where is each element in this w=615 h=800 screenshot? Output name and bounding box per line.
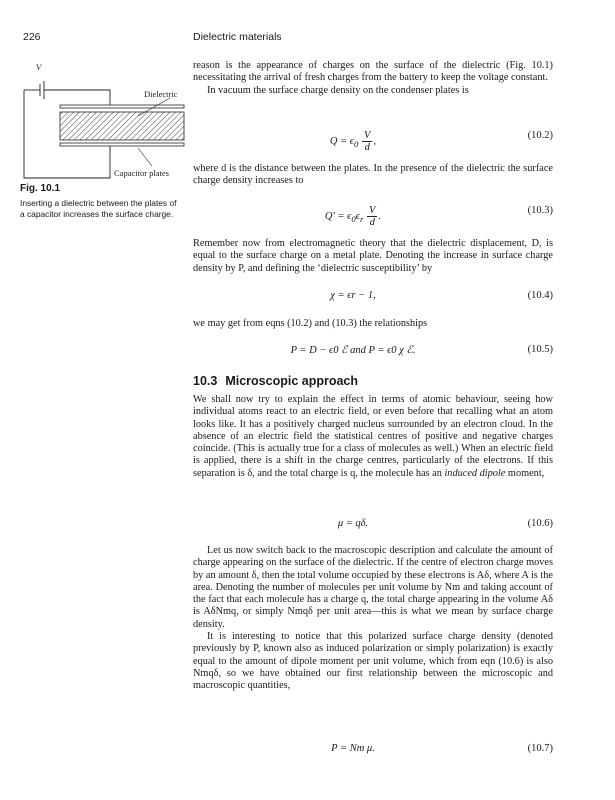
page-number: 226: [23, 31, 41, 43]
circuit-wire-top-right: [44, 90, 110, 105]
eq3-tail: .: [378, 210, 382, 222]
paragraph-6-block: [193, 394, 553, 480]
eq2-denominator: d: [364, 142, 370, 153]
equation-10-5-body: P = D − ϵ0 ℰ and P = ϵ0 χ ℰ.: [290, 345, 416, 356]
equation-10-7-number: (10.7): [527, 743, 553, 754]
dielectric-label: Dielectric: [144, 89, 178, 99]
paragraph-7: Let us now switch back to the macroscopic description and calculate the amount of charge appearing on the surface of the dielectric. If the centre of electron charge moves by an amount δ, then the total volume occupied by these electrons is Aδ, where A is the area. Denoting the number of molecules per unit volume by Nm and taking account of the fact that each molecule has a charge q, the total charge appearing in the volume Aδ is AδNmq, or simply Nmqδ per unit area—this is what we mean by surface charge density.: [193, 545, 553, 630]
eq3-sub2: r: [359, 214, 364, 224]
eq3-fraction: [367, 205, 377, 228]
eq2-numerator: V: [364, 130, 371, 141]
eq3-mid: ϵ: [355, 210, 360, 222]
eq3-denominator: d: [369, 217, 375, 228]
capacitor-diagram: [20, 58, 185, 188]
paragraph-2: In vacuum the surface charge density on the condenser plates is: [207, 84, 469, 96]
paragraph-4-block: [193, 238, 553, 275]
eq3-lhs: Q′ = ϵ: [324, 210, 352, 222]
paragraph-4: Remember now from electromagnetic theory that the dielectric displacement, D, is equal to the surface charge on a metal plate. Denoting the increase in surface charge density by P, and defining the ‘dielectric susceptibility’ by: [193, 238, 553, 274]
equation-10-3: [193, 197, 553, 227]
paragraph-3: where d is the distance between the plates. In the presence of the dielectric the surface charge density increases to: [193, 163, 553, 187]
equation-10-2-body: [193, 130, 513, 153]
section-title: Microscopic approach: [225, 374, 359, 388]
eq3-sub1: 0: [351, 214, 356, 224]
paragraph-5-block: [193, 318, 553, 330]
paragraph-6: [193, 394, 553, 480]
eq2-lhs: Q = ϵ: [329, 135, 355, 147]
equation-10-6-number: (10.6): [527, 518, 553, 529]
eq3-numerator: V: [369, 205, 376, 216]
dielectric-slab: [60, 112, 184, 140]
paragraph-6-end: moment,: [505, 467, 545, 479]
equation-10-6-body: μ = qδ.: [337, 518, 369, 529]
capacitor-plates-label: Capacitor plates: [114, 168, 169, 178]
section-heading: [193, 374, 358, 388]
bottom-capacitor-plate: [60, 143, 184, 146]
top-capacitor-plate: [60, 105, 184, 108]
eq2-tail: ,: [373, 135, 377, 147]
plates-leader: [138, 148, 152, 166]
running-title: Dielectric materials: [193, 31, 282, 43]
equation-10-2: [193, 122, 553, 152]
paragraph-6-text: We shall now try to explain the effect in terms of atomic behaviour, seeing how individual atoms react to an electric field, or even before that recalling what an atom looks like. It has a positively charged nucleus surrounded by an electron cloud. In the absence of an electric field the statistical centres of positive and negative charges coincide. (This is actually true for a class of molecules as well.) When an electric field is applied, there is a shift in the charge centres, particularly of the electrons. If this separation is δ, and the total charge is q, the molecule has an: [193, 394, 553, 479]
eq2-sub: 0: [354, 139, 359, 149]
equation-10-5-number: (10.5): [527, 344, 553, 355]
capacitor-figure: [20, 58, 185, 188]
equation-10-2-number: (10.2): [527, 130, 553, 141]
equation-10-5: [193, 336, 553, 366]
paragraph-1: reason is the appearance of charges on the surface of the dielectric (Fig. 10.1) necessitating the arrival of fresh charges from the battery to keep the voltage constant.: [193, 60, 553, 84]
paragraph-5: we may get from eqns (10.2) and (10.3) the relationships: [193, 318, 428, 329]
equation-10-6: [193, 510, 553, 540]
figure-caption-title: Fig. 10.1: [20, 183, 61, 194]
paragraph-8: It is interesting to notice that this polarized surface charge density (denoted previously by P, known also as induced polarization or simply polarization) is exactly equal to the amount of dipole moment per unit volume, which from eqn (10.6) is also Nmqδ, so we have obtained our first relationship between the microscopic and macroscopic quantities,: [193, 631, 553, 692]
paragraph-intro: [193, 60, 553, 97]
equation-10-7: [193, 735, 553, 765]
paragraph-6-emphasis: induced dipole: [444, 467, 506, 479]
equation-10-4-number: (10.4): [527, 290, 553, 301]
eq2-fraction: [362, 130, 372, 153]
equation-10-4-body: χ = ϵr − 1,: [330, 290, 376, 301]
section-number: 10.3: [193, 374, 218, 388]
paragraph-7-8-block: [193, 545, 553, 693]
paragraph-3-block: [193, 163, 553, 188]
voltage-label: V: [36, 62, 42, 72]
equation-10-3-body: [193, 205, 513, 228]
equation-10-4: [193, 282, 553, 312]
equation-10-7-body: P = Nm μ.: [331, 743, 375, 754]
equation-10-3-number: (10.3): [527, 205, 553, 216]
figure-caption-text: Inserting a dielectric between the plates of a capacitor increases the surface charge.: [20, 198, 177, 220]
